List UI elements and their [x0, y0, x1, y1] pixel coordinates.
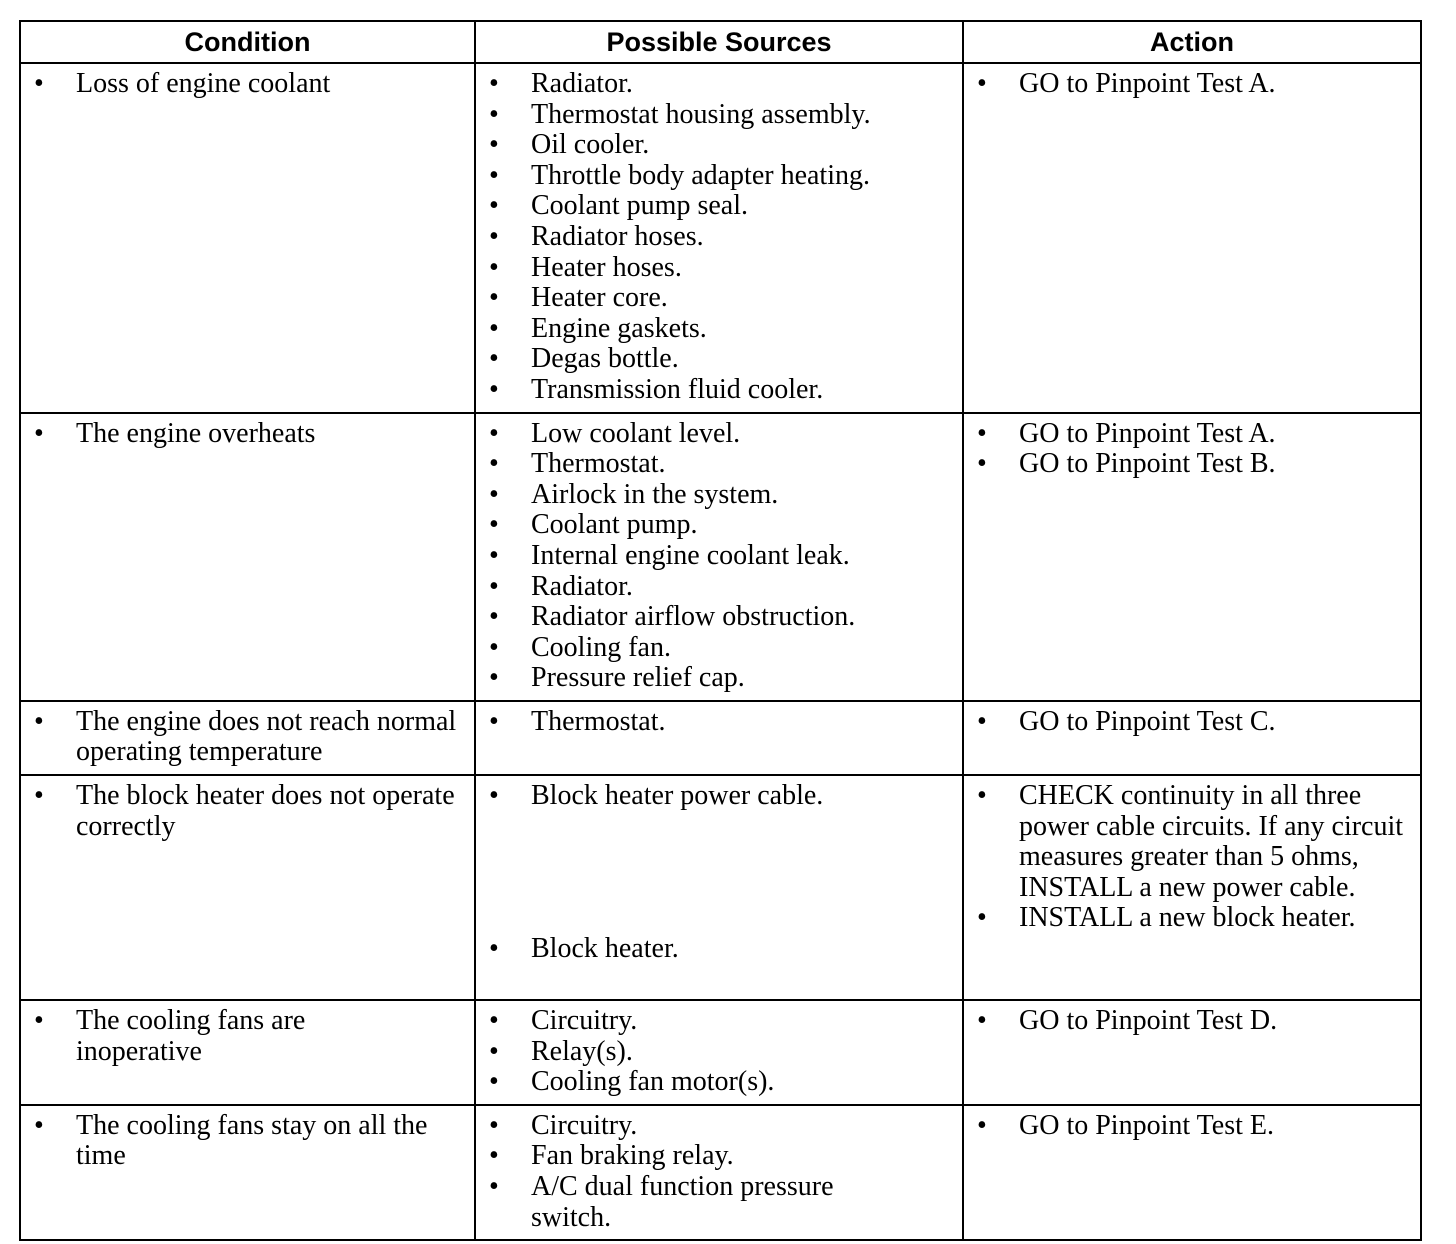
- action-item: • GO to Pinpoint Test E.: [976, 1111, 1408, 1142]
- condition-cell: [20, 701, 475, 775]
- action-cell: [963, 413, 1421, 701]
- condition-cell: [20, 1105, 475, 1240]
- source-item: • Radiator.: [488, 69, 950, 100]
- source-item: • Relay(s).: [488, 1037, 950, 1068]
- source-item: • Radiator hoses.: [488, 222, 950, 253]
- action-cell: [963, 1000, 1421, 1105]
- sources-cell: [475, 63, 963, 413]
- condition-cell: [20, 63, 475, 413]
- action-item: • GO to Pinpoint Test C.: [976, 707, 1408, 738]
- table-row: [20, 413, 1421, 701]
- table-row: [20, 63, 1421, 413]
- source-item: • Coolant pump.: [488, 510, 950, 541]
- source-item: • Circuitry.: [488, 1006, 950, 1037]
- source-item: • Thermostat.: [488, 707, 950, 738]
- source-item: • Internal engine coolant leak.: [488, 541, 950, 572]
- action-cell: [963, 63, 1421, 413]
- source-item: • Cooling fan motor(s).: [488, 1067, 950, 1098]
- action-cell: [963, 1105, 1421, 1240]
- table-row: [20, 701, 1421, 775]
- action-item: • GO to Pinpoint Test D.: [976, 1006, 1408, 1037]
- diagnosis-table: [19, 20, 1422, 1241]
- condition-item: • The engine overheats: [33, 419, 462, 450]
- condition-cell: [20, 413, 475, 701]
- action-item: • CHECK continuity in all three power cable circuits. If any circuit measures greater than 5 ohms, INSTALL a new power cable.: [976, 781, 1408, 903]
- source-item: • Pressure relief cap.: [488, 663, 950, 694]
- source-item: • A/C dual function pressure switch.: [488, 1172, 950, 1233]
- action-item: • GO to Pinpoint Test A.: [976, 69, 1408, 100]
- condition-item: • Loss of engine coolant: [33, 69, 462, 100]
- source-item: • Low coolant level.: [488, 419, 950, 450]
- sources-cell: [475, 775, 963, 1000]
- condition-cell: [20, 1000, 475, 1105]
- sources-cell: [475, 701, 963, 775]
- action-cell: [963, 775, 1421, 1000]
- source-item: • Oil cooler.: [488, 130, 950, 161]
- sources-cell: [475, 1000, 963, 1105]
- header-possible-sources: Possible Sources: [475, 21, 963, 63]
- source-item: • Radiator.: [488, 572, 950, 603]
- condition-item: • The cooling fans stay on all the time: [33, 1111, 462, 1172]
- sources-cell: [475, 413, 963, 701]
- table-row: [20, 775, 1421, 1000]
- source-item: • Cooling fan.: [488, 633, 950, 664]
- source-item: • Radiator airflow obstruction.: [488, 602, 950, 633]
- sources-cell: [475, 1105, 963, 1240]
- condition-item: • The engine does not reach normal operating temperature: [33, 707, 462, 768]
- action-item: • GO to Pinpoint Test A.: [976, 419, 1408, 450]
- condition-item: • The cooling fans are inoperative: [33, 1006, 462, 1067]
- source-item: • Engine gaskets.: [488, 314, 950, 345]
- action-cell: [963, 701, 1421, 775]
- source-item: • Fan braking relay.: [488, 1141, 950, 1172]
- table-row: [20, 1105, 1421, 1240]
- source-item: • Circuitry.: [488, 1111, 950, 1142]
- table-row: [20, 1000, 1421, 1105]
- action-item: • INSTALL a new block heater.: [976, 903, 1408, 934]
- source-item: • Coolant pump seal.: [488, 191, 950, 222]
- source-item: • Airlock in the system.: [488, 480, 950, 511]
- source-item: • Heater hoses.: [488, 253, 950, 284]
- source-item: • Thermostat.: [488, 449, 950, 480]
- source-item: • Thermostat housing assembly.: [488, 100, 950, 131]
- condition-cell: [20, 775, 475, 1000]
- header-condition: Condition: [20, 21, 475, 63]
- source-item: • Throttle body adapter heating.: [488, 161, 950, 192]
- header-row: [20, 21, 1421, 63]
- header-action: Action: [963, 21, 1421, 63]
- source-item: • Block heater power cable.: [488, 781, 950, 812]
- action-item: • GO to Pinpoint Test B.: [976, 449, 1408, 480]
- source-item: • Transmission fluid cooler.: [488, 375, 950, 406]
- source-item: • Heater core.: [488, 283, 950, 314]
- source-item: • Degas bottle.: [488, 344, 950, 375]
- source-item: • Block heater.: [488, 934, 950, 965]
- condition-item: • The block heater does not operate correctly: [33, 781, 462, 842]
